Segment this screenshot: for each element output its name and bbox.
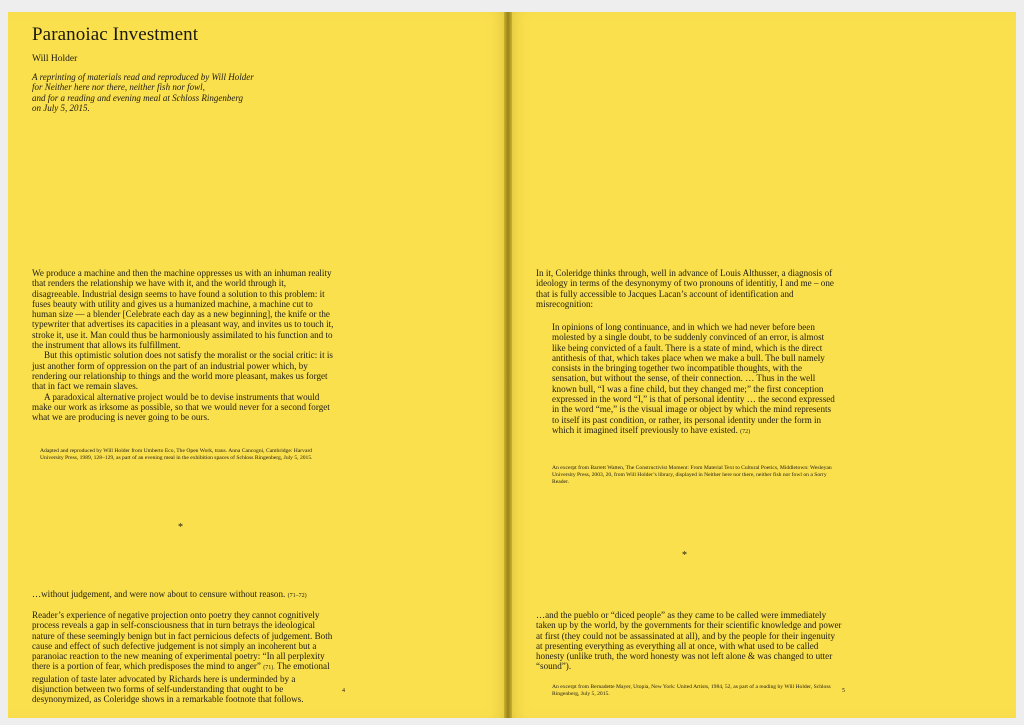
essay-paragraph bbox=[32, 610, 336, 705]
essay-text-lower: …and the pueblo or “diced people” as they came to be called were immediately taken up by the world, by the governments for their scientific knowledge and power at first (they could not be assassinated at all), and by the people for their ingenuity at presenting everything as everything all at once, with what used to be called honesty (unlike truth, the word honesty was not left alone & was changed to utter “sound”). bbox=[536, 610, 842, 672]
intro-text bbox=[32, 72, 332, 113]
essay-paragraph: We produce a machine and then the machine oppresses us with an inhuman reality that renders the relationship we have with it, and the world through it, disagreeable. Industrial design seems to have found a solution to this problem: it fuses beauty with utility and gives us a humanized machine, a machine cut to human size — a blender [Celebrate each day as a new beginning], the knife or the typewriter that advertises its capacities in a pleasant way, and invites us to touch it, stroke it, use it. Man could thus be harmoniously assimilated to his function and to the instrument that allows its fulfillment. bbox=[32, 268, 334, 351]
block-quote-text: In opinions of long continuance, and in which we had never before been molested by a single doubt, to be suddenly convinced of an error, is almost like being convicted of a fault. There is a state of mind, which is the direct antithesis of that, which takes place when we make a bull. The bull namely consists in the bringing together two incompatible thoughts, with the sensation, but without the sense, of their connection. … Thus in the well known bull, “I was a fine child, but they changed me;” the first conception expressed in the word “I,” is that of personal identity … the second expressed in the word “me,” is the visual image or object by which the mind represents to itself its past condition, or rather, its personal identity under the form in which it imagined itself previously to have existed. bbox=[552, 322, 835, 435]
block-quote-reference: (72) bbox=[740, 428, 751, 435]
essay-paragraph-text: Reader’s experience of negative projection onto poetry they cannot cognitively process reveals a gap in self-consciousness that in turn betrays the ideological nature of these seemingly benign but in fact pernicious defects of judgement. Both cause and effect of such defective judgement is not simply an incoherent but a paranoiac reaction to the new meaning of experimental poetry: “In all perplexity there is a portion of fear, which predisposes the mind to anger” bbox=[32, 610, 333, 672]
book-gutter bbox=[504, 12, 512, 718]
source-note: An excerpt from Barrett Watten, The Constructivist Moment: From Material Text to Cultural Poetics, Middletown: Wesleyan University Press, 2003, 20, from Will Holder’s library, displayed in Neither here nor there, neither fish nor fowl on a Sorry Reader. bbox=[552, 465, 832, 485]
source-note: Adapted and reproduced by Will Holder from Umberto Eco, The Open Work, trans. Anna Cancogni, Cambridge: Harvard University Press, 1989, 128–129, as part of an evening meal in the exhibition spaces of Schloss Ringenberg, July 5, 2015. bbox=[40, 448, 313, 461]
essay-text bbox=[32, 268, 334, 422]
left-page bbox=[8, 12, 508, 718]
quote-line bbox=[32, 589, 362, 601]
intro-line: for Neither here nor there, neither fish nor fowl, bbox=[32, 82, 205, 93]
source-note: An excerpt from Bernadette Mayer, Utopia, New York: United Artists, 1984, 52, as part of a reading by Will Holder, Schloss Ringenberg, July 5, 2015. bbox=[552, 684, 831, 697]
intro-line: on July 5, 2015. bbox=[32, 102, 90, 113]
page-title: Paranoiac Investment bbox=[32, 24, 199, 45]
quote-text: …without judgement, and were now about to censure without reason. bbox=[32, 589, 286, 599]
essay-paragraph: But this optimistic solution does not satisfy the moralist or the social critic: it is just another form of oppression on the part of an industrial power which, by rendering our relationship to things and the world more pleasant, makes us forget that in fact we remain slaves. bbox=[32, 350, 333, 392]
quote-reference: (71–72) bbox=[287, 593, 307, 599]
block-quote bbox=[552, 322, 836, 437]
essay-text: In it, Coleridge thinks through, well in advance of Louis Althusser, a diagnosis of ideology in terms of the desynonymy of two pronouns of identitiy, I and me – one that is fully accessible to Jacques Lacan’s account of identification and misrecognition: bbox=[536, 268, 834, 309]
section-divider-star: * bbox=[682, 550, 687, 561]
page-number: 4 bbox=[342, 688, 345, 694]
intro-line: A reprinting of materials read and reproduced by Will Holder bbox=[32, 72, 254, 82]
intro-line: and for a reading and evening meal at Schloss Ringenberg bbox=[32, 92, 244, 103]
paragraph-reference: (71). bbox=[263, 665, 275, 672]
author-name: Will Holder bbox=[32, 54, 78, 64]
essay-paragraph: A paradoxical alternative project would be to devise instruments that would make our work as irksome as possible, so that we would never for a second forget what we are producing is never going to be ours. bbox=[32, 391, 330, 423]
page-number: 5 bbox=[842, 688, 845, 694]
essay-paragraph-text: The emotional regulation of taste later advocated by Richards here is underminded by a disjunction between two forms of self-understanding that ought to be desynonymized, as Coleridge shows in a remarkable footnote that follows. bbox=[32, 661, 330, 705]
essay-text-lower bbox=[32, 610, 336, 705]
right-page bbox=[508, 12, 1016, 718]
section-divider-star: * bbox=[178, 522, 183, 533]
